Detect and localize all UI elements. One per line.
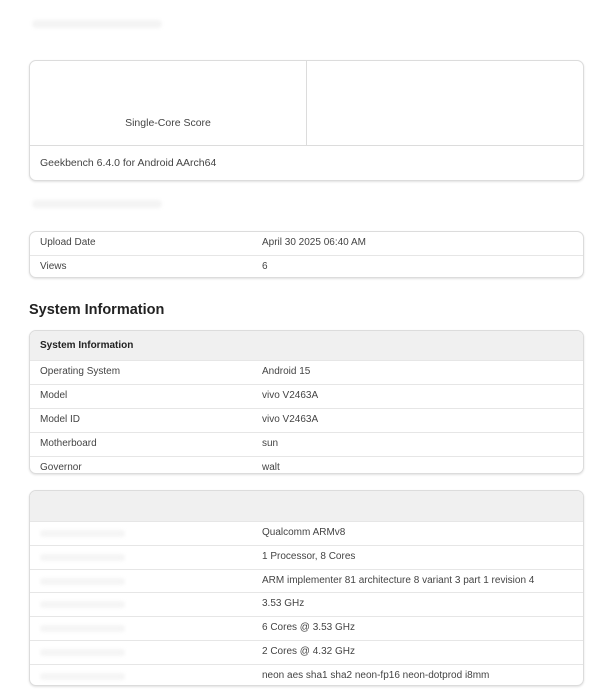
- cpu-topology-value: 1 Processor, 8 Cores: [262, 550, 356, 562]
- info-row-views: [30, 256, 583, 278]
- obscured-label: [40, 625, 125, 632]
- blurred-section-heading: [32, 200, 162, 208]
- views-value: 6: [262, 261, 268, 272]
- score-row: [30, 61, 583, 146]
- os-label: Operating System: [40, 366, 121, 377]
- system-row-model-id: [30, 409, 583, 433]
- cpu-cluster-2-value: 2 Cores @ 4.32 GHz: [262, 645, 355, 657]
- governor-value: walt: [262, 462, 280, 473]
- upload-info-card: [29, 231, 584, 278]
- cpu-row-cluster-1: [30, 617, 583, 641]
- cpu-instruction-sets-value: neon aes sha1 sha2 neon-fp16 neon-dotprod i8mm: [262, 669, 490, 681]
- obscured-label: [40, 673, 125, 680]
- cpu-name-value: Qualcomm ARMv8: [262, 527, 346, 538]
- system-row-motherboard: [30, 433, 583, 457]
- model-id-value: vivo V2463A: [262, 414, 319, 425]
- cpu-row-cluster-2: [30, 641, 583, 665]
- obscured-label: [40, 530, 125, 537]
- system-information-card: [29, 330, 584, 474]
- model-id-label: Model ID: [40, 414, 81, 425]
- cpu-row-base-frequency: [30, 593, 583, 617]
- cpu-cluster-1-value: 6 Cores @ 3.53 GHz: [262, 622, 355, 634]
- system-row-os: [30, 361, 583, 385]
- cpu-information-card: [29, 490, 584, 686]
- obscured-label: [40, 601, 125, 608]
- cpu-rows: [30, 522, 583, 686]
- cpu-card-header-obscured: [30, 491, 583, 522]
- score-card: [29, 60, 584, 181]
- obscured-label: [40, 649, 125, 656]
- system-information-card-header: System Information: [30, 331, 583, 361]
- single-core-score-cell: [30, 61, 306, 145]
- cpu-identifier-value: ARM implementer 81 architecture 8 variant 3 part 1 revision 4: [262, 574, 535, 586]
- cpu-row-identifier: [30, 570, 583, 594]
- os-value: Android 15: [262, 366, 311, 377]
- cpu-row-topology: [30, 546, 583, 570]
- multi-core-score-cell: [306, 61, 583, 145]
- upload-date-value: April 30 2025 06:40 AM: [262, 237, 366, 248]
- upload-date-label: Upload Date: [40, 237, 96, 248]
- cpu-row-instruction-sets: [30, 665, 583, 686]
- motherboard-label: Motherboard: [40, 438, 97, 449]
- system-information-title: System Information: [29, 302, 165, 318]
- model-label: Model: [40, 390, 68, 401]
- geekbench-version: Geekbench 6.4.0 for Android AArch64: [40, 157, 217, 169]
- cpu-row-name: [30, 522, 583, 546]
- single-core-score-label: Single-Core Score: [125, 117, 211, 129]
- blurred-page-header: [32, 20, 162, 28]
- system-row-model: [30, 385, 583, 409]
- model-value: vivo V2463A: [262, 390, 319, 401]
- obscured-label: [40, 578, 125, 585]
- obscured-label: [40, 554, 125, 561]
- governor-label: Governor: [40, 462, 82, 473]
- system-row-governor: [30, 457, 583, 474]
- motherboard-value: sun: [262, 438, 279, 449]
- cpu-base-frequency-value: 3.53 GHz: [262, 598, 305, 610]
- info-row-upload-date: [30, 232, 583, 256]
- views-label: Views: [40, 261, 67, 272]
